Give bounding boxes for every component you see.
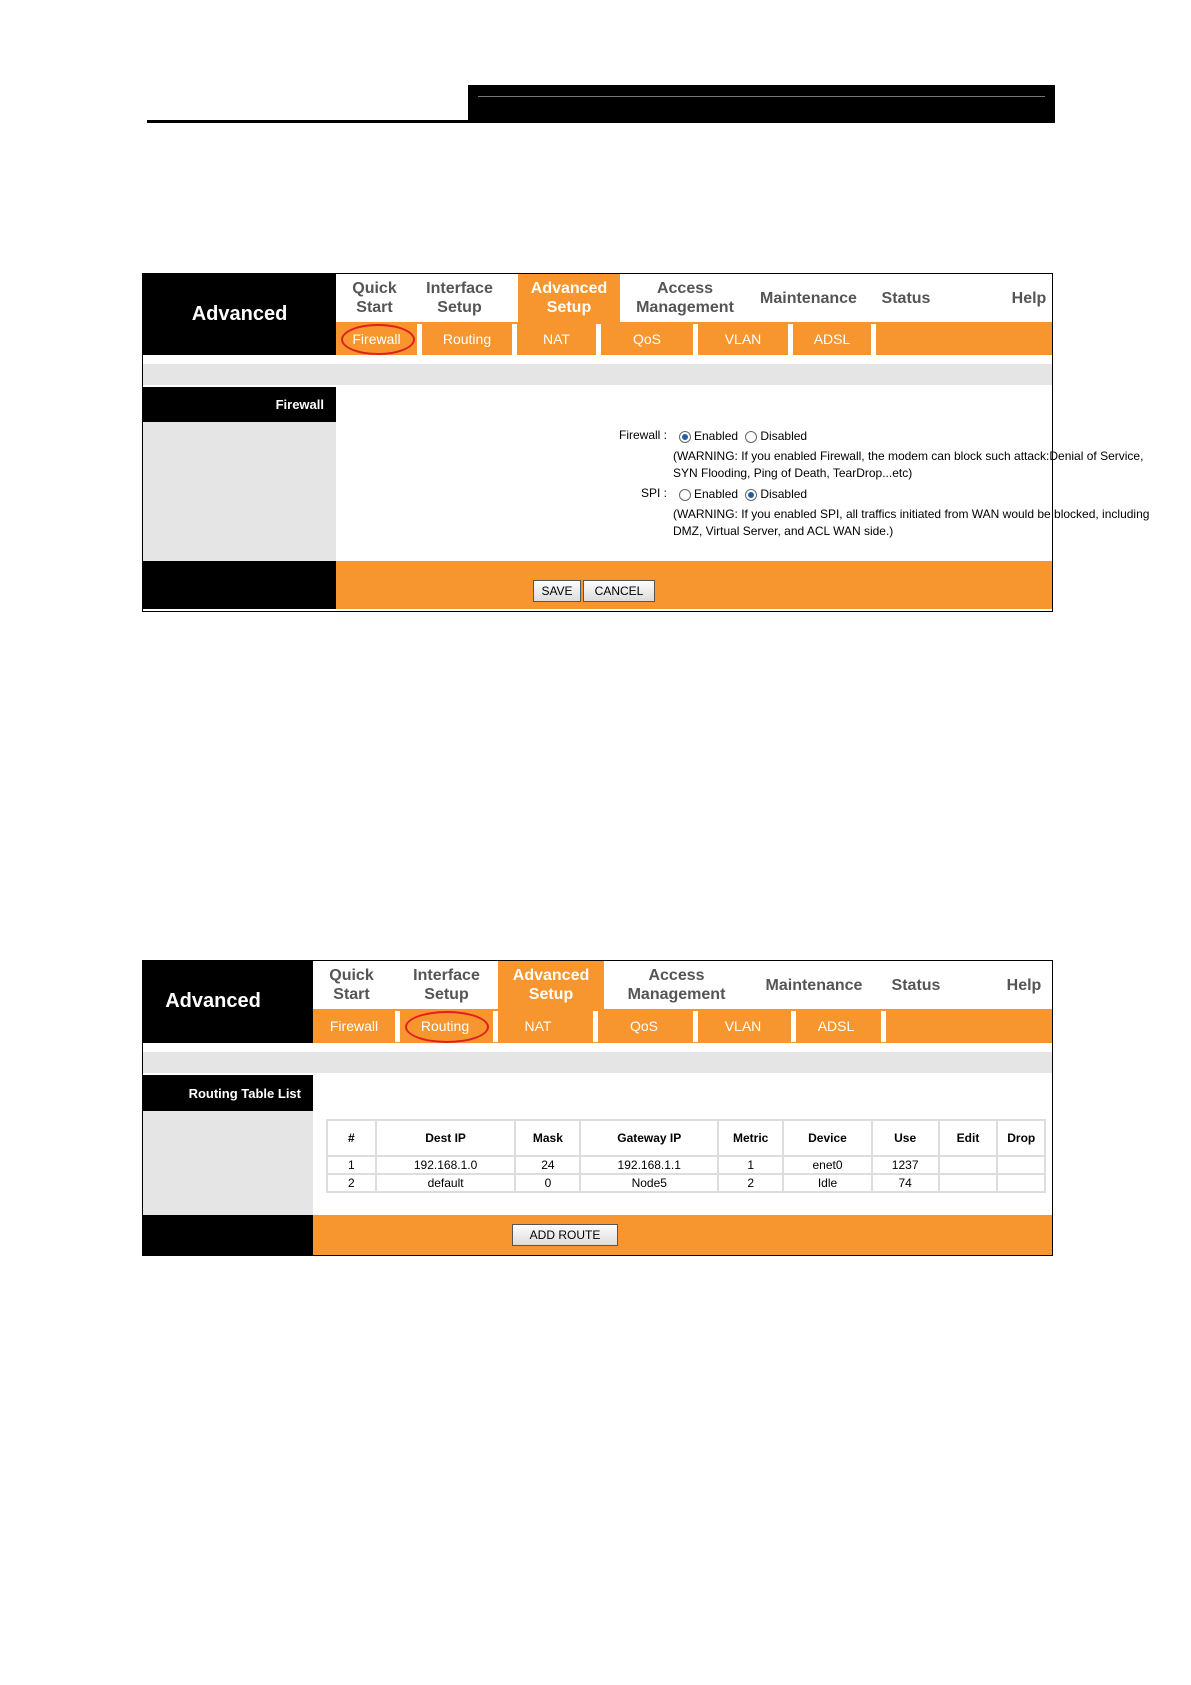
sub-nav bbox=[336, 322, 1052, 355]
top-nav bbox=[336, 274, 1052, 322]
document-header bbox=[147, 85, 1055, 123]
spi-disabled-radio[interactable] bbox=[745, 489, 757, 501]
table-row: 2 default 0 Node5 2 Idle 74 bbox=[327, 1174, 1045, 1192]
section-label-firewall: Firewall bbox=[143, 387, 336, 422]
nav-interface-setup[interactable]: Interface Setup bbox=[413, 967, 480, 1003]
subnav-adsl[interactable]: ADSL bbox=[817, 1017, 855, 1034]
spi-label: SPI : bbox=[640, 486, 667, 500]
table-row: 1 192.168.1.0 24 192.168.1.1 1 enet0 1237 bbox=[327, 1156, 1045, 1174]
highlight-circle bbox=[341, 324, 415, 355]
nav-advanced-setup[interactable]: Advanced Setup bbox=[518, 274, 620, 322]
nav-quick-start[interactable]: Quick Start bbox=[329, 967, 374, 1003]
nav-access-management[interactable]: Access Management bbox=[627, 967, 726, 1003]
left-gray-column bbox=[143, 422, 336, 561]
nav-status[interactable]: Status bbox=[891, 976, 941, 994]
routing-table bbox=[326, 1119, 1046, 1193]
spi-warning: (WARNING: If you enabled SPI, all traffics initiated from WAN would be blocked, including DMZ, Virtual Server, and ACL WAN side.) bbox=[673, 507, 1150, 538]
firewall-enabled-radio[interactable] bbox=[679, 431, 691, 443]
top-nav bbox=[313, 961, 1052, 1009]
subnav-nat[interactable]: NAT bbox=[524, 1017, 552, 1034]
nav-maintenance[interactable]: Maintenance bbox=[765, 976, 863, 994]
routing-table-header: # Dest IP Mask Gateway IP Metric Device Use Edit Drop bbox=[327, 1120, 1045, 1156]
brand-title: Advanced bbox=[165, 990, 261, 1012]
gray-band bbox=[143, 364, 1052, 385]
save-button[interactable]: SAVE bbox=[533, 580, 581, 602]
section-label-routing: Routing Table List bbox=[143, 1075, 313, 1111]
nav-advanced-setup[interactable]: Advanced Setup bbox=[498, 961, 604, 1009]
subnav-firewall[interactable]: Firewall bbox=[329, 1017, 379, 1034]
action-bar-left bbox=[143, 1215, 313, 1255]
header-rule bbox=[147, 120, 1055, 123]
subnav-qos[interactable]: QoS bbox=[632, 330, 661, 347]
subnav-routing[interactable]: Routing bbox=[442, 330, 492, 347]
subnav-adsl[interactable]: ADSL bbox=[813, 330, 851, 347]
firewall-radio-group: Enabled Disabled bbox=[679, 429, 807, 443]
subnav-qos[interactable]: QoS bbox=[629, 1017, 658, 1034]
nav-interface-setup[interactable]: Interface Setup bbox=[426, 280, 493, 316]
subnav-vlan[interactable]: VLAN bbox=[724, 1017, 762, 1034]
firewall-disabled-radio[interactable] bbox=[745, 431, 757, 443]
spi-radio-group: Enabled Disabled bbox=[679, 487, 807, 501]
subnav-routing[interactable]: Routing bbox=[420, 1017, 470, 1034]
header-black-bar bbox=[468, 85, 1055, 123]
firewall-screenshot bbox=[142, 273, 1150, 612]
firewall-label: Firewall : bbox=[618, 428, 667, 442]
sub-nav bbox=[313, 1009, 1052, 1043]
left-gray-column bbox=[143, 1111, 313, 1215]
nav-quick-start[interactable]: Quick Start bbox=[352, 280, 397, 316]
cancel-button[interactable]: CANCEL bbox=[583, 580, 655, 602]
subnav-nat[interactable]: NAT bbox=[543, 330, 570, 347]
routing-screenshot bbox=[142, 960, 1053, 1256]
subnav-firewall[interactable]: Firewall bbox=[352, 330, 401, 347]
firewall-warning: (WARNING: If you enabled Firewall, the modem can block such attack:Denial of Service, SYN Flooding, Ping of Death, TearDrop...etc) bbox=[673, 449, 1144, 480]
nav-maintenance[interactable]: Maintenance bbox=[760, 289, 857, 307]
add-route-button[interactable]: ADD ROUTE bbox=[512, 1224, 618, 1246]
nav-access-management[interactable]: Access Management bbox=[636, 280, 734, 316]
nav-status[interactable]: Status bbox=[881, 289, 931, 307]
action-bar-left bbox=[143, 561, 336, 609]
highlight-circle bbox=[405, 1011, 489, 1043]
spi-enabled-radio[interactable] bbox=[679, 489, 691, 501]
nav-help[interactable]: Help bbox=[1006, 976, 1042, 994]
subnav-vlan[interactable]: VLAN bbox=[724, 330, 762, 347]
nav-help[interactable]: Help bbox=[1011, 289, 1047, 307]
gray-band bbox=[143, 1052, 1052, 1073]
brand-title: Advanced bbox=[191, 303, 288, 325]
